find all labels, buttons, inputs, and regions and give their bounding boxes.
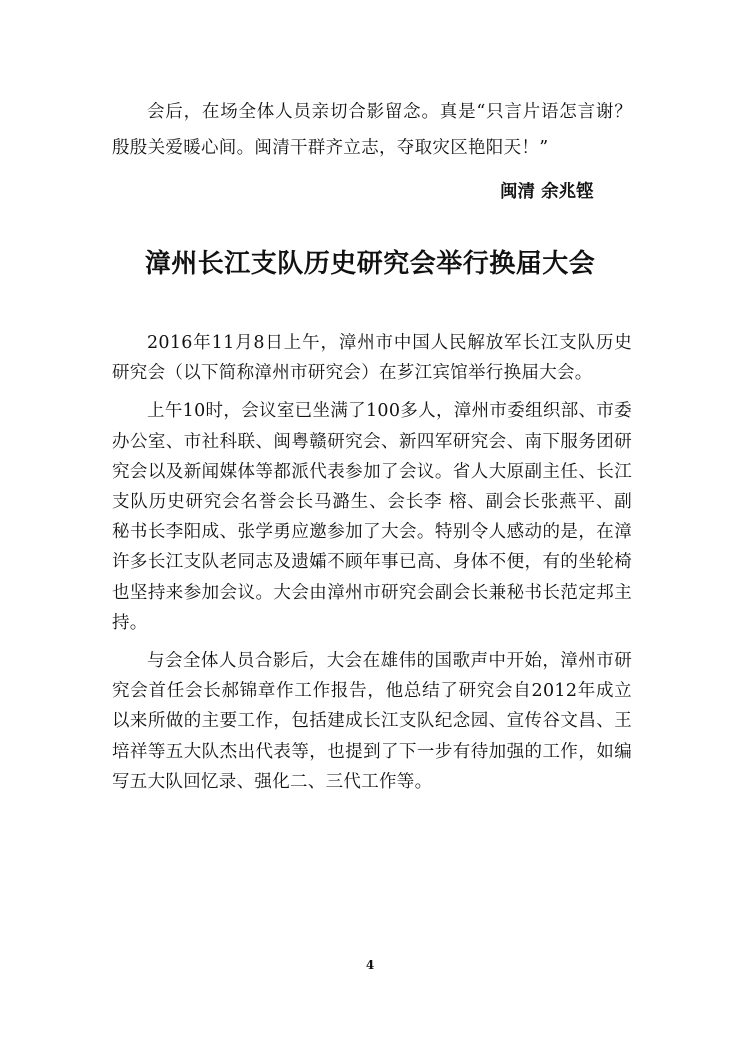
intro-section (112, 94, 632, 166)
article-paragraph-1: 2016年11月8日上午，漳州市中国人民解放军长江支队历史研究会（以下简称漳州市研究会）在芗江宾馆举行换届大会。 (112, 333, 632, 384)
signature: 闽清 余兆铿 (500, 182, 594, 202)
article-title: 漳州长江支队历史研究会举行换届大会 (144, 249, 596, 279)
article-paragraph-3: 与会全体人员合影后，大会在雄伟的国歌声中开始，漳州市研究会首任会长郝锦章作工作报告，他总结了研究会自2012年成立以来所做的主要工作，包括建成长江支队纪念园、宣传谷文昌、王培祥等五大队杰出代表等，也提到了下一步有待加强的工作，如编写五大队回忆录、强化二、三代工作等。 (112, 651, 632, 792)
intro-paragraph: 会后，在场全体人员亲切合影留念。真是“只言片语怎言谢？殷殷关爱暖心间。闽清干群齐立志，夺取灾区艳阳天！” (112, 102, 632, 158)
article-paragraph-2: 上午10时，会议室已坐满了100多人，漳州市委组织部、市委办公室、市社科联、闽粤赣研究会、新四军研究会、南下服务团研究会以及新闻媒体等都派代表参加了会议。省人大原副主任、长江支队历史研究会名誉会长马潞生、会长李 榕、副会长张燕平、副秘书长李阳成、张学勇应邀参加了大会。特别令人感动的是，在漳许多长江支队老同志及遗孀不顾年事已高、身体不便，有的坐轮椅也坚持来参加会议。大会由漳州市研究会副会长兼秘书长范定邦主持。 (112, 401, 632, 633)
article-body (112, 328, 632, 805)
page-number: 4 (365, 958, 375, 972)
